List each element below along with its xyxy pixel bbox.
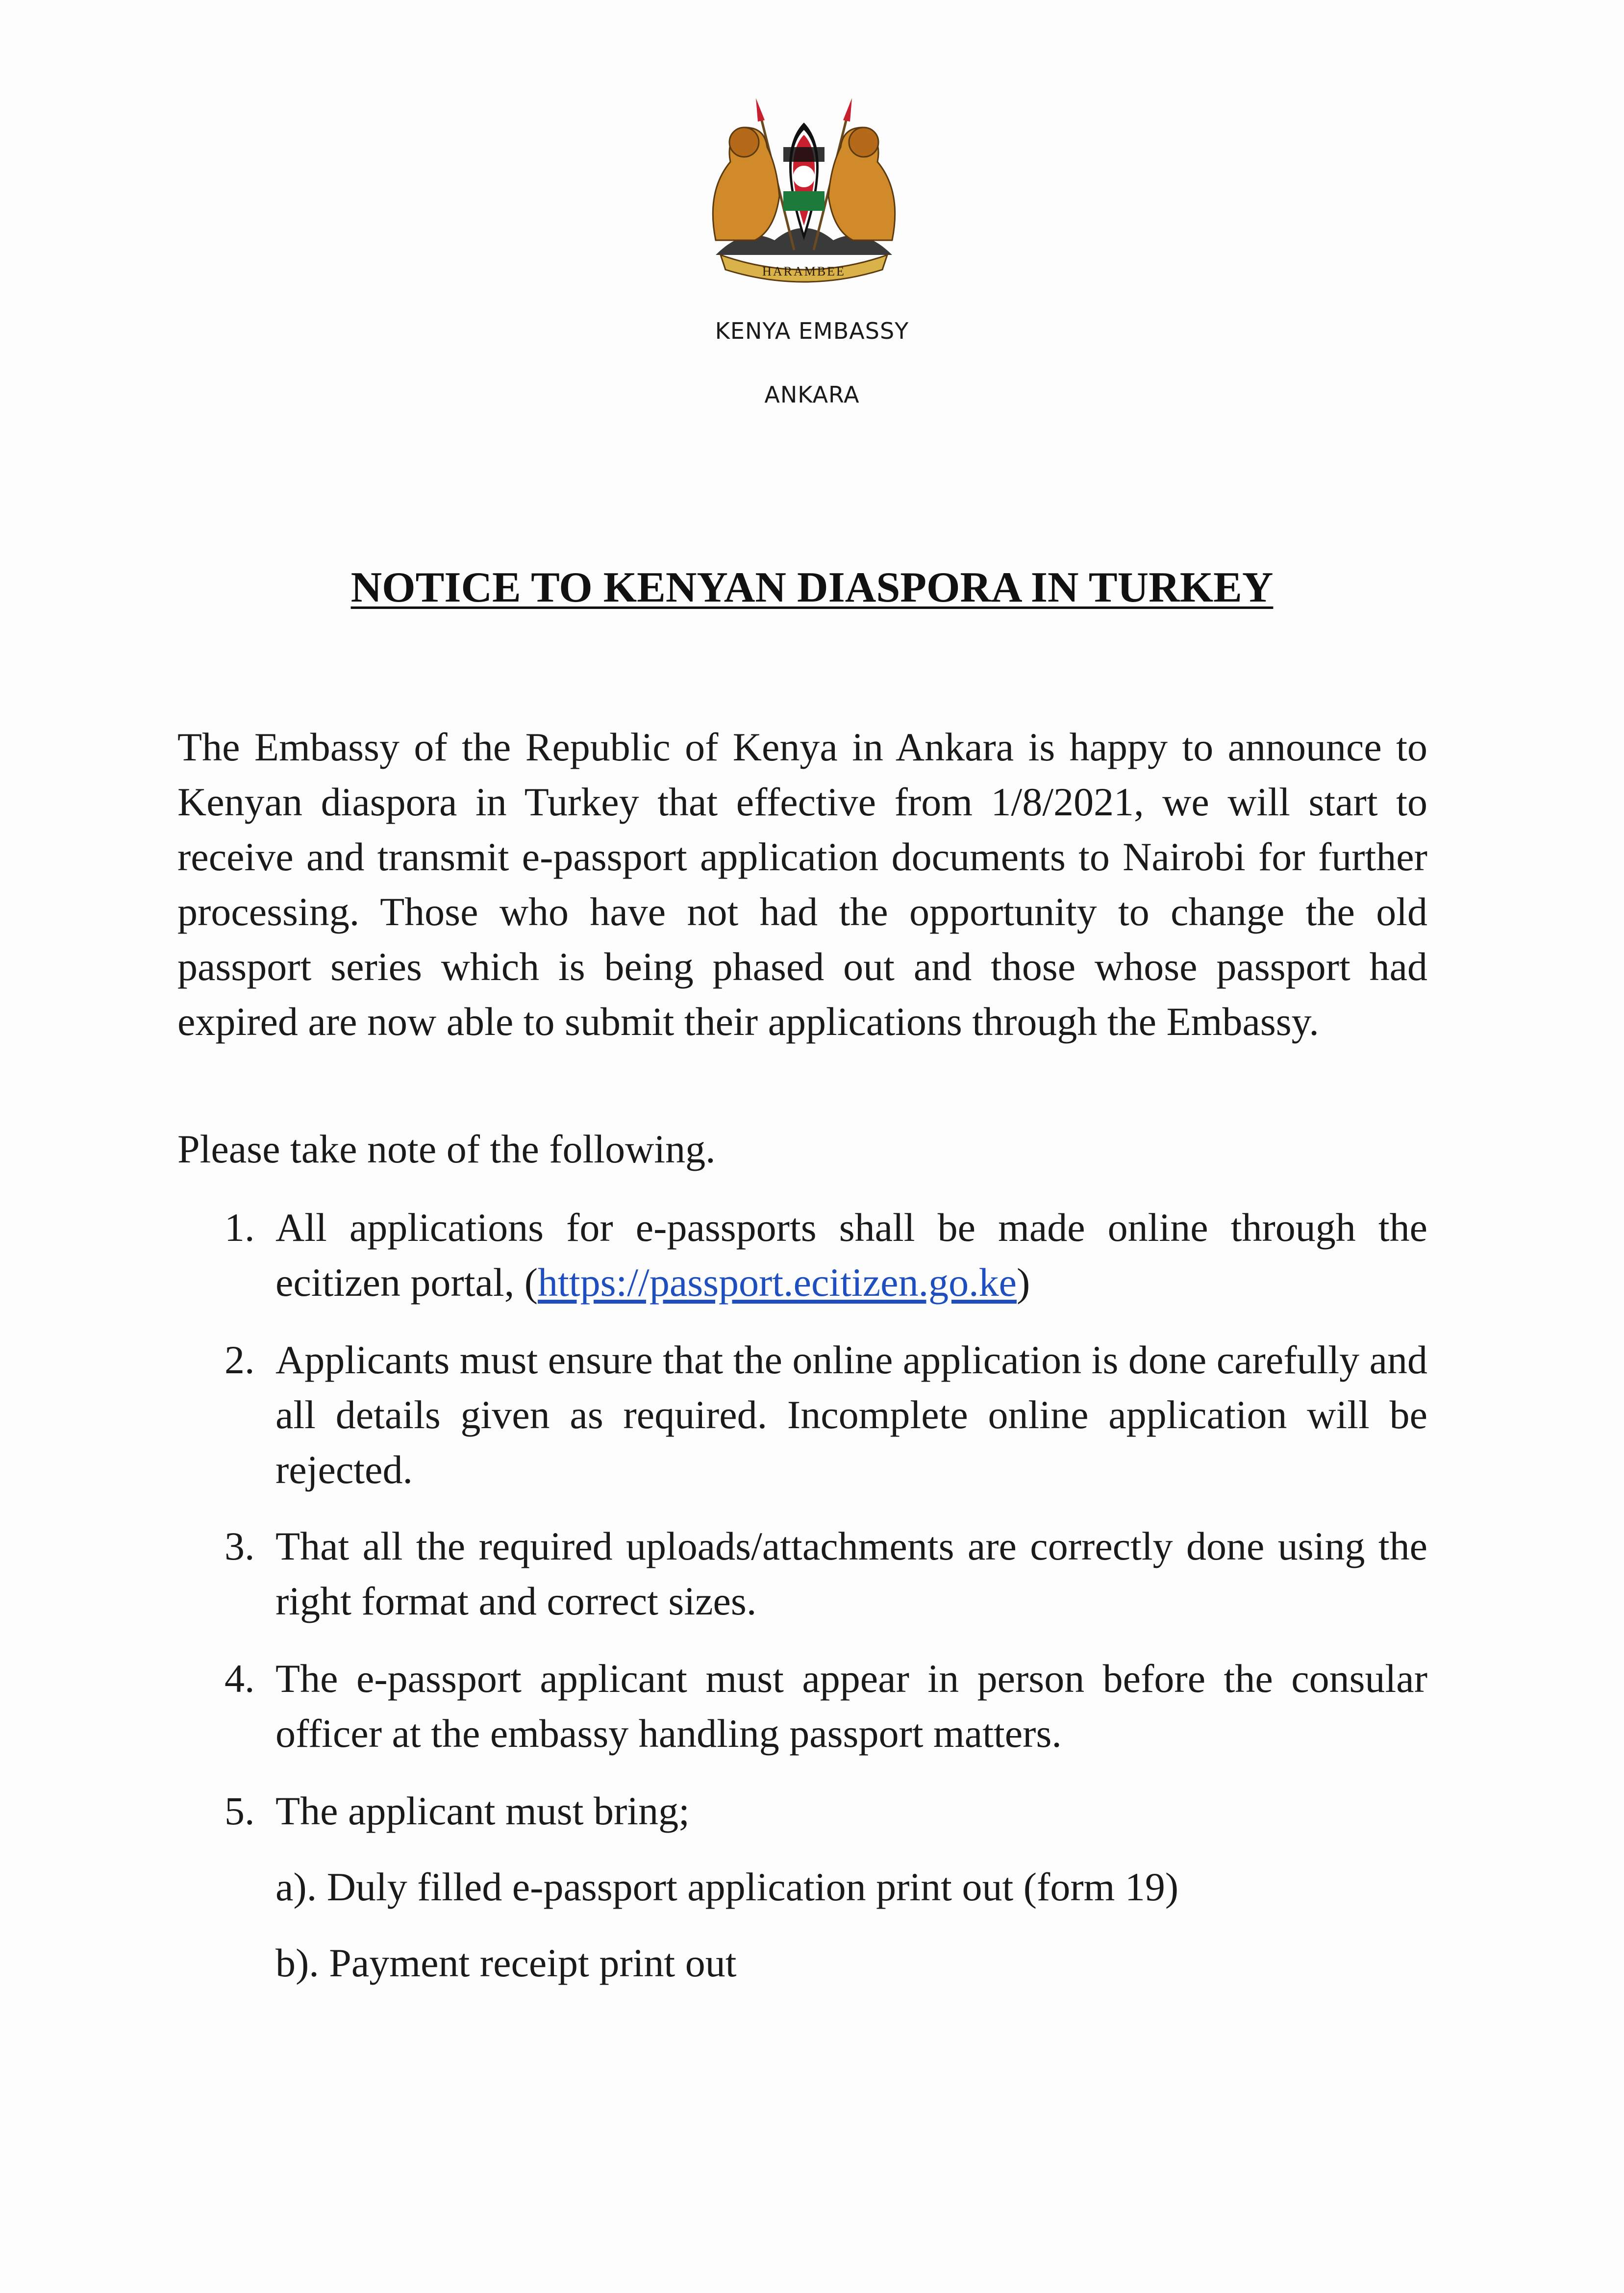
notice-title: NOTICE TO KENYAN DIASPORA IN TURKEY: [350, 564, 1274, 611]
list-item-text: The e-passport applicant must appear in person before the consular officer at the embassy handling passport matters.: [275, 1656, 1427, 1756]
embassy-name: KENYA EMBASSY: [715, 318, 909, 344]
list-item-number: 5.: [225, 1789, 255, 1833]
list-item-number: 2.: [225, 1337, 255, 1382]
list-item-text-before-link: All applications for e-passports shall be made online through the ecitizen portal, (: [275, 1205, 1427, 1305]
list-item-number: 1.: [225, 1205, 255, 1250]
list-item-text: That all the required uploads/attachments are correctly done using the right format and correct sizes.: [275, 1524, 1427, 1623]
list-item-text: Applicants must ensure that the online application is done carefully and all details given as required. Incomplete online application will be rejected.: [275, 1337, 1428, 1492]
sub-list-item: a). Duly filled e-passport application print out (form 19): [275, 1865, 1179, 1909]
list-item-text-after-link: ): [1016, 1260, 1030, 1305]
sub-list-item: b). Payment receipt print out: [275, 1940, 737, 1985]
kenya-coat-of-arms-emblem: [686, 93, 922, 289]
crest-motto-text: HARAMBEE: [762, 264, 846, 278]
list-item-text: The applicant must bring;: [275, 1789, 690, 1833]
note-intro: Please take note of the following.: [177, 1127, 716, 1171]
embassy-city: ANKARA: [764, 381, 860, 408]
ecitizen-portal-link[interactable]: https://passport.ecitizen.go.ke: [538, 1260, 1017, 1305]
list-item-number: 3.: [225, 1524, 255, 1568]
list-item-text: [275, 1200, 1427, 1310]
intro-paragraph: The Embassy of the Republic of Kenya in Ankara is happy to announce to Kenyan diaspora in Turkey that effective from 1/8/2021, we will start to receive and transmit e-passport application documents to Nairobi for further processing. Those who have not had the opportunity to change the old passport series which is being phased out and those whose passport had expired are now able to submit their applications through the Embassy.: [177, 725, 1427, 1044]
list-item-number: 4.: [225, 1656, 255, 1701]
